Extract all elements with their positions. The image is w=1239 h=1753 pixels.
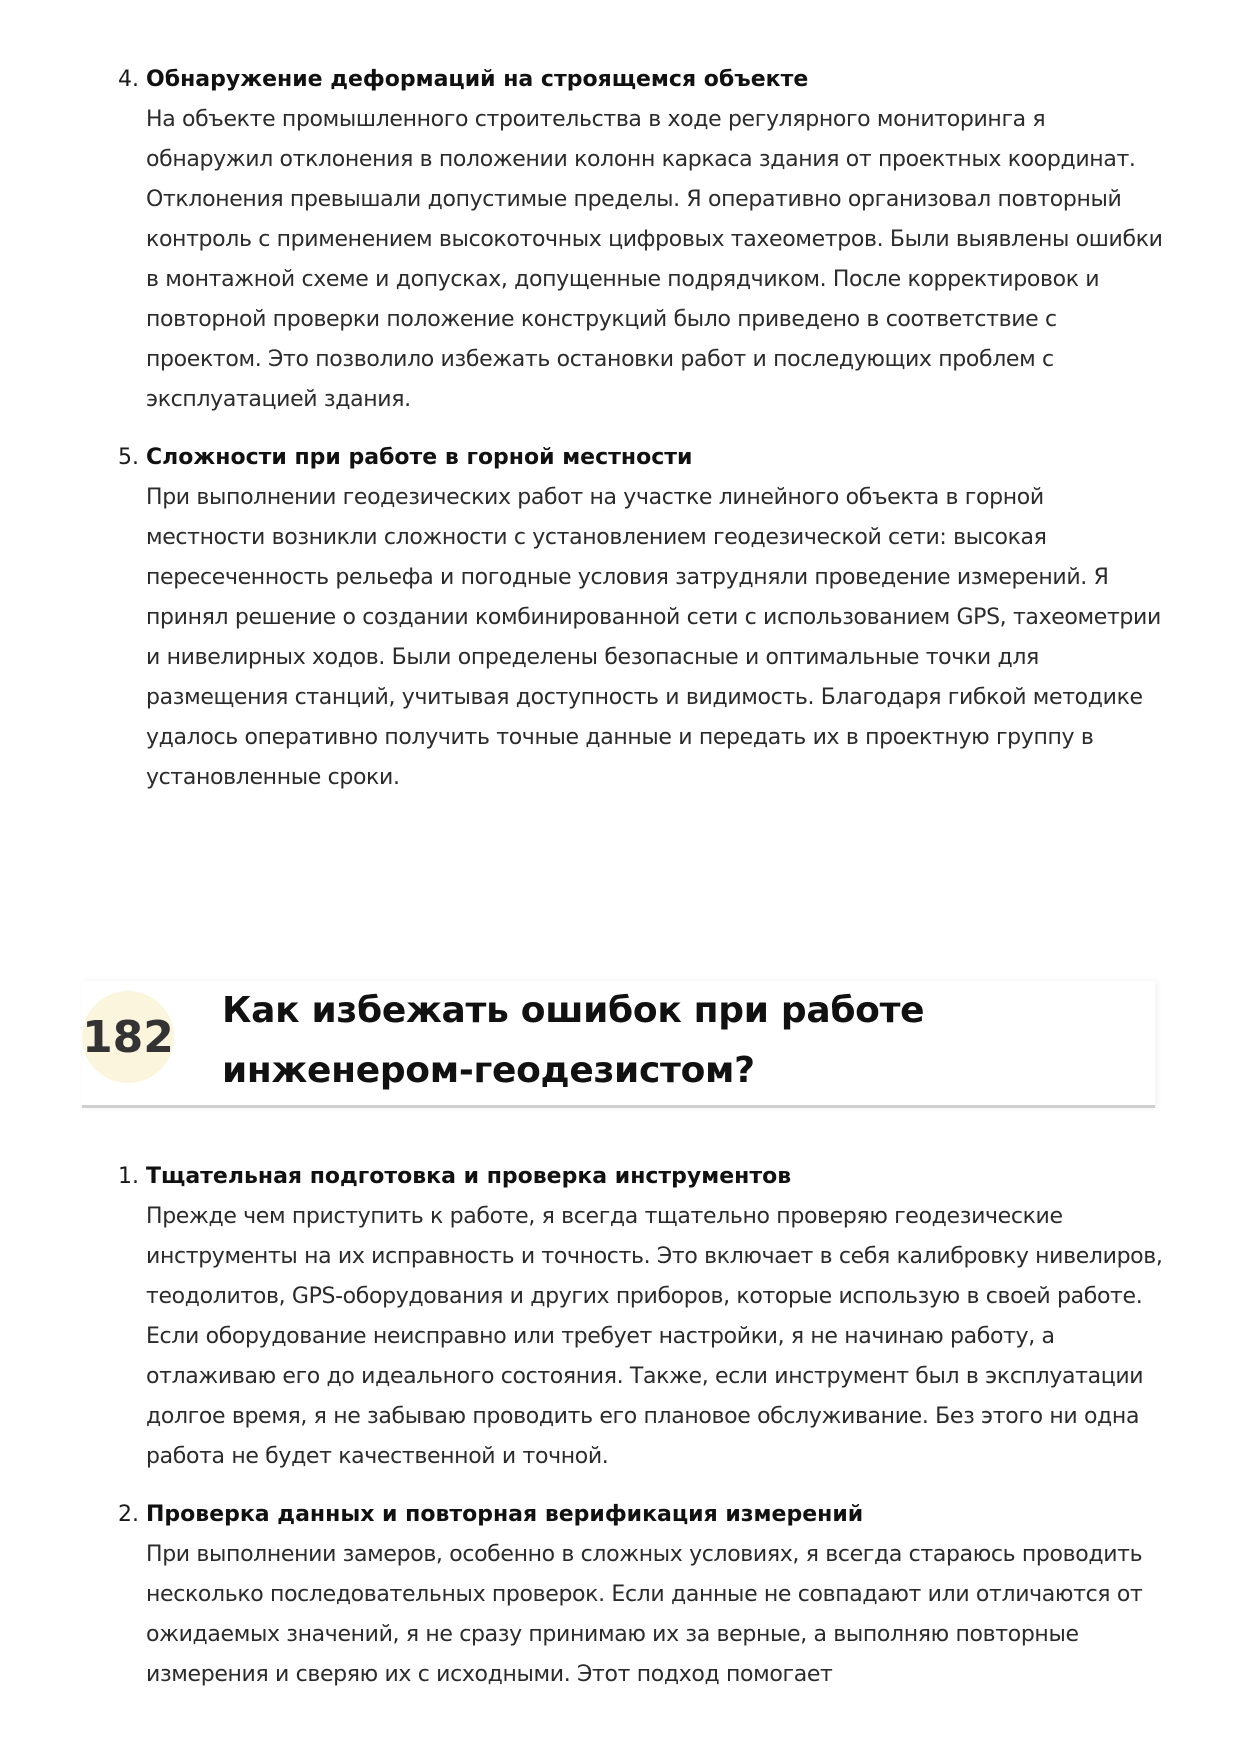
answer-list-bottom — [118, 1157, 1168, 1713]
item-title: Тщательная подготовка и проверка инструментов — [146, 1164, 792, 1189]
question-header — [82, 981, 1155, 1108]
item-number: 5. — [118, 445, 139, 470]
item-number: 4. — [118, 67, 139, 92]
item-text: При выполнении геодезических работ на участке линейного объекта в горной местности возникли сложности с установлением геодезической сети: высокая пересеченность рельефа и погодные условия затрудняли проведение измерений. Я принял решение о создании комбинированной сети с использованием GPS, тахеометрии и нивелирных ходов. Были определены безопасные и оптимальные точки для размещения станций, учитывая доступность и видимость. Благодаря гибкой методике удалось оперативно получить точные данные и передать их в проектную группу в установленные сроки. — [146, 485, 1161, 790]
list-item — [118, 438, 1168, 798]
item-title: Обнаружение деформаций на строящемся объекте — [146, 67, 809, 92]
item-number: 2. — [118, 1502, 139, 1527]
list-item — [118, 1157, 1168, 1477]
question-title: Как избежать ошибок при работе инженером-геодезистом? — [222, 990, 925, 1091]
list-item — [118, 60, 1168, 420]
item-text: При выполнении замеров, особенно в сложных условиях, я всегда стараюсь проводить несколько последовательных проверок. Если данные не совпадают или отличаются от ожидаемых значений, я не сразу принимаю их за верные, а выполняю повторные измерения и сверяю их с исходными. Этот подход помогает — [146, 1542, 1143, 1687]
question-number-badge: 182 — [82, 991, 174, 1083]
item-title: Проверка данных и повторная верификация измерений — [146, 1502, 864, 1527]
item-text: На объекте промышленного строительства в ходе регулярного мониторинга я обнаружил отклонения в положении колонн каркаса здания от проектных координат. Отклонения превышали допустимые пределы. Я оперативно организовал повторный контроль с применением высокоточных цифровых тахеометров. Были выявлены ошибки в монтажной схеме и допусках, допущенные подрядчиком. После корректировок и повторной проверки положение конструкций было приведено в соответствие с проектом. Это позволило избежать остановки работ и последующих проблем с эксплуатацией здания. — [146, 107, 1163, 412]
item-title: Сложности при работе в горной местности — [146, 445, 693, 470]
item-text: Прежде чем приступить к работе, я всегда тщательно проверяю геодезические инструменты на их исправность и точность. Это включает в себя калибровку нивелиров, теодолитов, GPS-оборудования и других приборов, которые использую в своей работе. Если оборудование неисправно или требует настройки, я не начинаю работу, а отлаживаю его до идеального состояния. Также, если инструмент был в эксплуатации долгое время, я не забываю проводить его плановое обслуживание. Без этого ни одна работа не будет качественной и точной. — [146, 1204, 1163, 1469]
list-item — [118, 1495, 1168, 1695]
answer-list-top — [118, 60, 1168, 816]
item-number: 1. — [118, 1164, 139, 1189]
